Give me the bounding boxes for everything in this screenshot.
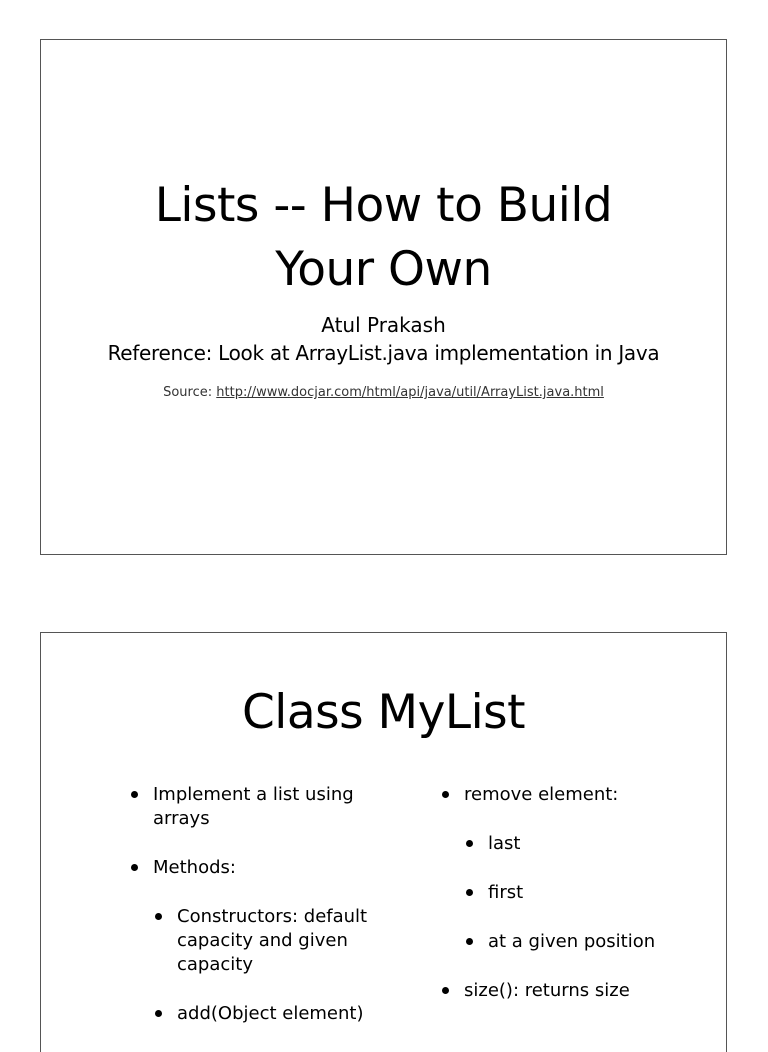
slide-1-title-line-2: Your Own bbox=[275, 242, 492, 297]
bullet-dot-icon bbox=[442, 791, 449, 798]
bullet-text: add(Object element) bbox=[177, 1003, 364, 1024]
source-link[interactable]: http://www.docjar.com/html/api/java/util/ArrayList.java.html bbox=[216, 385, 604, 400]
bullet-text: Methods: bbox=[153, 857, 236, 878]
bullet-item bbox=[129, 856, 379, 880]
bullet-dot-icon bbox=[131, 864, 138, 871]
bullet-dot-icon bbox=[466, 938, 473, 945]
bullet-dot-icon bbox=[466, 840, 473, 847]
sub-bullet-item bbox=[153, 1002, 379, 1026]
bullet-text: last bbox=[488, 833, 521, 854]
bullet-text: remove element: bbox=[464, 784, 619, 805]
bullet-text: Constructors: default capacity and given capacity bbox=[177, 906, 368, 975]
author-name: Atul Prakash bbox=[321, 313, 446, 337]
sub-bullet-item bbox=[153, 905, 379, 977]
source-label: Source: bbox=[163, 385, 217, 400]
left-bullet-column bbox=[129, 783, 379, 1051]
slide-2-title: Class MyList bbox=[241, 685, 526, 740]
bullet-dot-icon bbox=[131, 791, 138, 798]
slide-1-title bbox=[41, 174, 726, 302]
slide-2 bbox=[40, 632, 727, 1052]
bullet-item bbox=[129, 783, 379, 831]
slide-1-title-line-1: Lists -- How to Build bbox=[154, 178, 613, 233]
source-line bbox=[41, 384, 726, 402]
bullet-text: size(): returns size bbox=[464, 980, 630, 1001]
sub-bullet-item bbox=[464, 881, 700, 905]
bullet-dot-icon bbox=[466, 889, 473, 896]
bullet-dot-icon bbox=[442, 987, 449, 994]
bullet-item bbox=[440, 783, 700, 807]
reference-text: Reference: Look at ArrayList.java implementation in Java bbox=[107, 341, 660, 365]
sub-bullet-item bbox=[464, 832, 700, 856]
bullet-text: at a given position bbox=[488, 931, 656, 952]
sub-bullet-item bbox=[464, 930, 700, 954]
bullet-dot-icon bbox=[155, 1010, 162, 1017]
bullet-item bbox=[440, 979, 700, 1003]
bullet-text: first bbox=[488, 882, 524, 903]
bullet-text: Implement a list using arrays bbox=[153, 784, 354, 829]
slide-1 bbox=[40, 39, 727, 555]
bullet-dot-icon bbox=[155, 913, 162, 920]
right-bullet-column bbox=[440, 783, 700, 1028]
